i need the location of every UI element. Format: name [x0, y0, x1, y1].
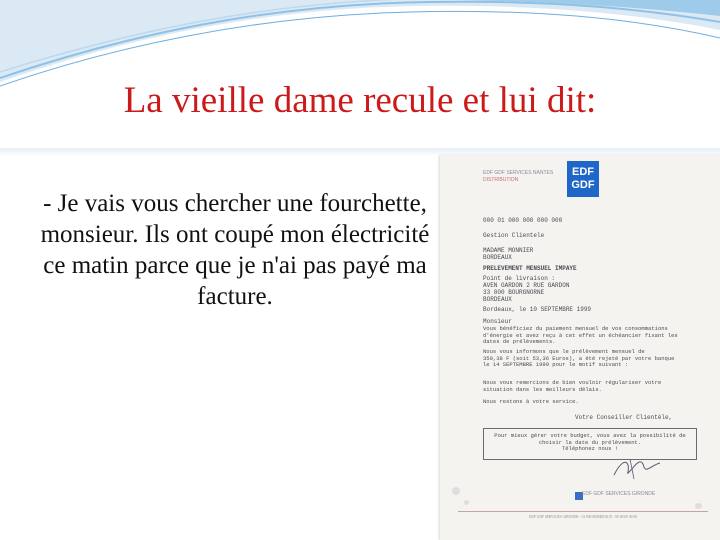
letter-reference: 000 01 000 000 000 000: [483, 217, 563, 224]
logo-text-edf: EDF: [572, 166, 594, 178]
letter-closing: Votre Conseiller Clientèle,: [575, 414, 673, 421]
slide-title: La vieille dame recule et lui dit:: [123, 80, 597, 121]
letter-paragraph-3: Nous vous remercions de bien vouloir régulariser votre situation dans les meilleurs délais.: [483, 379, 662, 393]
letter-sender: EDF GDF SERVICES NANTES: [483, 170, 554, 176]
scan-smudge: [695, 503, 702, 509]
letter-department: Gestion Clientele: [483, 232, 545, 239]
scan-smudge: [464, 500, 469, 505]
letter-sender-sub: DISTRIBUTION: [483, 177, 519, 183]
letter-date: Bordeaux, le 10 SEPTEMBRE 1999: [483, 306, 592, 313]
letter-footer-text: EDF GDF SERVICES GIRONDE - 33 000 BORDEAUX - 00 00 00 00 00: [529, 515, 637, 519]
edf-gdf-logo: [567, 161, 599, 197]
letter-paragraph-4: Nous restons à votre service.: [483, 398, 579, 405]
logo-text-gdf: GDF: [571, 179, 595, 191]
letter-recipient-1: MADAME MONNIER: [483, 247, 534, 254]
letter-delivery-2: AVEN GARDON 2 RUE GARDON: [483, 282, 570, 289]
handwritten-signature: [608, 455, 668, 481]
letter-delivery-3: 33 000 BOURGNORNE: [483, 289, 545, 296]
letter-salutation: Monsieur: [483, 318, 512, 325]
letter-subject: PRELEVEMENT MENSUEL IMPAYE: [483, 265, 577, 272]
letter-boxed-note-text: Pour mieux gérer votre budget, vous avez la possibilité de choisir la date du prélèvement. Téléphonez nous !: [494, 432, 686, 453]
letter-paragraph-2: Nous vous informons que le prélèvement mensuel de 350,38 F (soit 53,36 Euros), a été rejeté par votre banque le 14 SEPTEMBRE 1999 pour le motif suivant :: [483, 348, 675, 369]
letter-recipient-2: BORDEAUX: [483, 254, 512, 261]
letter-delivery-4: BORDEAUX: [483, 296, 512, 303]
decorative-swoosh: [0, 0, 720, 90]
letter-paragraph-1: Vous bénéficiez du paiement mensuel de vos consommations d'énergie et avez reçu à cet effet un échéancier fixant les dates de prélèvements.: [483, 325, 678, 346]
footer-divider: [458, 511, 708, 512]
letter-delivery-1: Point de livraison :: [483, 275, 556, 282]
slide-body-text: - Je vais vous chercher une fourchette, monsieur. Ils ont coupé mon électricité ce matin parce que je n'ai pas payé ma facture.: [40, 190, 430, 310]
scan-smudge: [452, 487, 460, 495]
scanned-letter: [440, 155, 720, 540]
letter-footer-name: EDF GDF SERVICES GIRONDE: [582, 491, 656, 497]
